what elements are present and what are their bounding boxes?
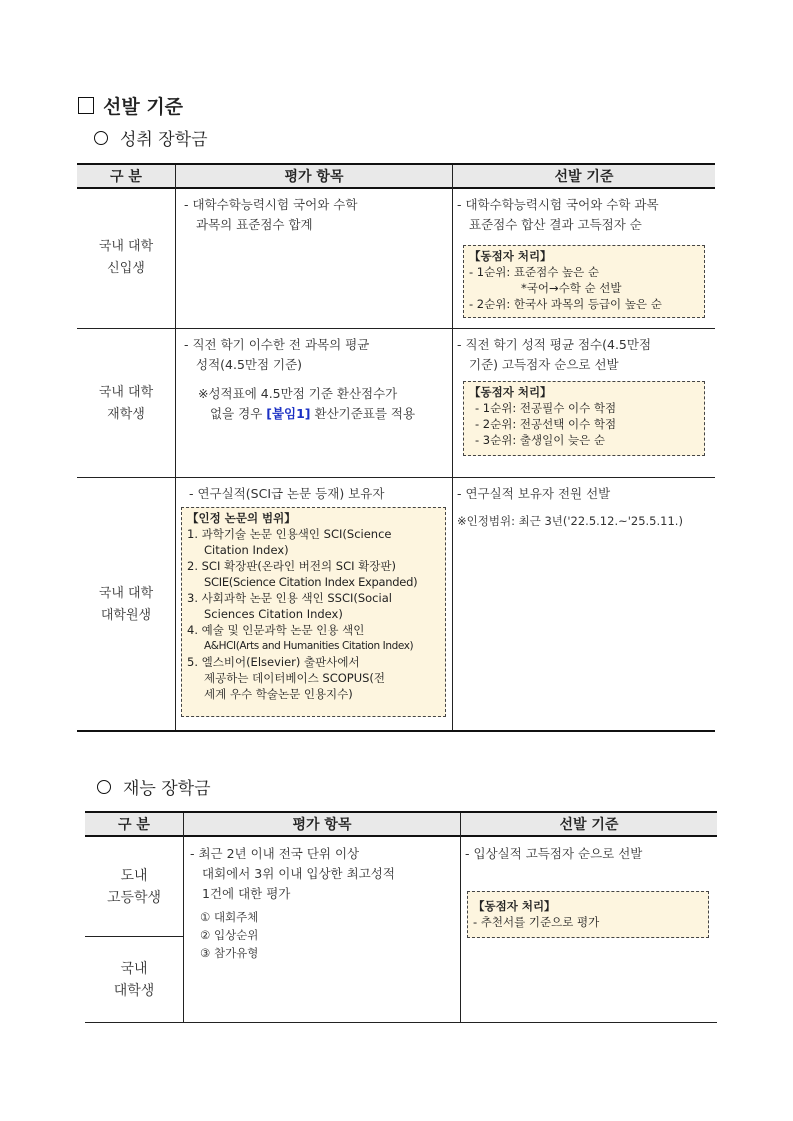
checkbox-square-icon — [78, 97, 94, 114]
row1-category — [85, 865, 183, 909]
col-divider — [452, 165, 453, 731]
category-line: 국내 — [120, 961, 148, 977]
category-line: 고등학생 — [106, 890, 162, 906]
row2-tiebreak-note — [463, 381, 705, 456]
eval-line: 과목의 표준점수 합계 — [196, 217, 313, 232]
circle-bullet-icon — [97, 780, 111, 794]
eval-note-text: 없을 경우 — [210, 406, 267, 421]
note-line: 5. 엘스비어(Elsevier) 출판사에서 — [187, 655, 360, 669]
row1-category — [77, 236, 175, 280]
row3-eval: - 연구실적(SCI급 논문 등재) 보유자 — [189, 486, 385, 501]
category-line: 국내 대학 — [98, 239, 154, 254]
eval-line: - 최근 2년 이내 전국 단위 이상 — [190, 846, 360, 861]
note-line: *국어→수학 순 선발 — [521, 281, 622, 295]
note-line: Citation Index) — [204, 543, 289, 557]
col-header-category: 구 분 — [85, 813, 183, 835]
col-header-criteria: 선발 기준 — [461, 813, 717, 835]
eval-line: 대회에서 3위 이내 입상한 최고성적 — [202, 866, 395, 881]
row1-eval — [184, 195, 357, 235]
sec2-title — [97, 774, 211, 799]
sec1-title — [94, 125, 208, 150]
eval-line: - 대학수학능력시험 국어와 수학 — [184, 197, 358, 212]
row2-category — [85, 958, 183, 1002]
col-header-eval: 평가 항목 — [184, 813, 460, 835]
talent-eval — [190, 844, 395, 904]
header-rule — [77, 187, 715, 189]
row2-eval — [184, 335, 415, 424]
header-rule — [85, 835, 717, 837]
eval-note-line: ※성적표에 4.5만점 기준 환산점수가 — [198, 386, 398, 401]
col-header-eval: 평가 항목 — [176, 165, 452, 187]
note-line: 1. 과학기술 논문 인용색인 SCI(Science — [187, 527, 392, 541]
table-bottom-rule — [85, 1022, 717, 1023]
note-line: 2. SCI 확장판(온라인 버전의 SCI 확장판) — [187, 559, 396, 573]
row-divider — [77, 328, 715, 329]
note-line: A&HCI(Arts and Humanities Citation Index) — [204, 640, 414, 652]
criteria-line: 기준) 고득점자 순으로 선발 — [469, 357, 619, 372]
sec2-title-text: 재능 장학금 — [123, 779, 211, 799]
row2-category — [77, 382, 175, 426]
col-header-category: 구 분 — [77, 165, 175, 187]
table-bottom-rule — [77, 730, 715, 732]
eval-line: 1건에 대한 평가 — [202, 886, 291, 901]
section-heading — [78, 92, 183, 119]
talent-criteria: - 입상실적 고득점자 순으로 선발 — [465, 846, 643, 861]
sec1-title-text: 성취 장학금 — [120, 130, 208, 150]
eval-line: 성적(4.5만점 기준) — [196, 357, 303, 372]
eval-item: ① 대회주체 — [200, 910, 259, 924]
circle-bullet-icon — [94, 131, 108, 145]
eval-item: ② 입상순위 — [200, 928, 259, 942]
talent-eval-items — [200, 908, 258, 962]
criteria-line: - 직전 학기 성적 평균 점수(4.5만점 — [457, 337, 652, 352]
eval-item: ③ 참가유형 — [200, 946, 259, 960]
row2-criteria — [457, 335, 651, 375]
eval-note-line — [184, 404, 415, 424]
attachment-reference: [붙임1] — [266, 406, 311, 421]
heading-text: 선발 기준 — [103, 96, 184, 118]
note-line: 제공하는 데이터베이스 SCOPUS(전 — [204, 671, 386, 685]
category-line: 대학원생 — [100, 608, 152, 623]
category-line: 대학생 — [113, 983, 155, 999]
note-line: - 2순위: 한국사 과목의 등급이 높은 순 — [469, 297, 662, 311]
note-line: - 1순위: 전공필수 이수 학점 — [475, 401, 617, 415]
criteria-line: - 대학수학능력시험 국어와 수학 과목 — [457, 197, 659, 212]
col-header-criteria: 선발 기준 — [453, 165, 715, 187]
talent-tiebreak-note — [467, 891, 709, 938]
col-divider — [175, 165, 176, 731]
category-line: 국내 대학 — [98, 385, 154, 400]
category-line: 국내 대학 — [98, 586, 154, 601]
note-line: 3. 사회과학 논문 인용 색인 SSCI(Social — [187, 591, 392, 605]
note-line: - 추천서를 기준으로 평가 — [473, 915, 600, 929]
eval-note-text: 환산기준표를 적용 — [310, 406, 416, 421]
note-line: SCIE(Science Citation Index Expanded) — [204, 575, 418, 589]
note-line: - 3순위: 출생일이 늦은 순 — [475, 433, 605, 447]
row-divider — [85, 936, 183, 937]
note-title: 【동점자 처리】 — [469, 249, 552, 263]
note-line: 세계 우수 학술논문 인용지수) — [204, 687, 353, 701]
category-line: 신입생 — [107, 261, 145, 276]
note-line: - 2순위: 전공선택 이수 학점 — [475, 417, 617, 431]
row-divider — [77, 477, 715, 478]
row1-tiebreak-note — [463, 245, 705, 318]
col-divider — [460, 813, 461, 1023]
note-title: 【동점자 처리】 — [473, 899, 556, 913]
note-line: - 1순위: 표준점수 높은 순 — [469, 265, 599, 279]
note-title: 【동점자 처리】 — [469, 385, 552, 399]
note-line: 4. 예술 및 인문과학 논문 인용 색인 — [187, 623, 365, 637]
note-title: 【인정 논문의 범위】 — [187, 511, 296, 525]
row1-criteria — [457, 195, 659, 235]
row3-criteria-note: ※인정범위: 최근 3년('22.5.12.~'25.5.11.) — [457, 514, 683, 528]
row3-criteria: - 연구실적 보유자 전원 선발 — [457, 486, 611, 501]
category-line: 도내 — [120, 868, 148, 884]
row3-category — [77, 583, 175, 627]
eval-line: - 직전 학기 이수한 전 과목의 평균 — [184, 337, 370, 352]
criteria-line: 표준점수 합산 결과 고득점자 순 — [469, 217, 642, 232]
note-line: Sciences Citation Index) — [204, 607, 343, 621]
row3-recognized-papers-note — [181, 507, 446, 717]
col-divider — [183, 813, 184, 1023]
category-line: 재학생 — [107, 407, 145, 422]
